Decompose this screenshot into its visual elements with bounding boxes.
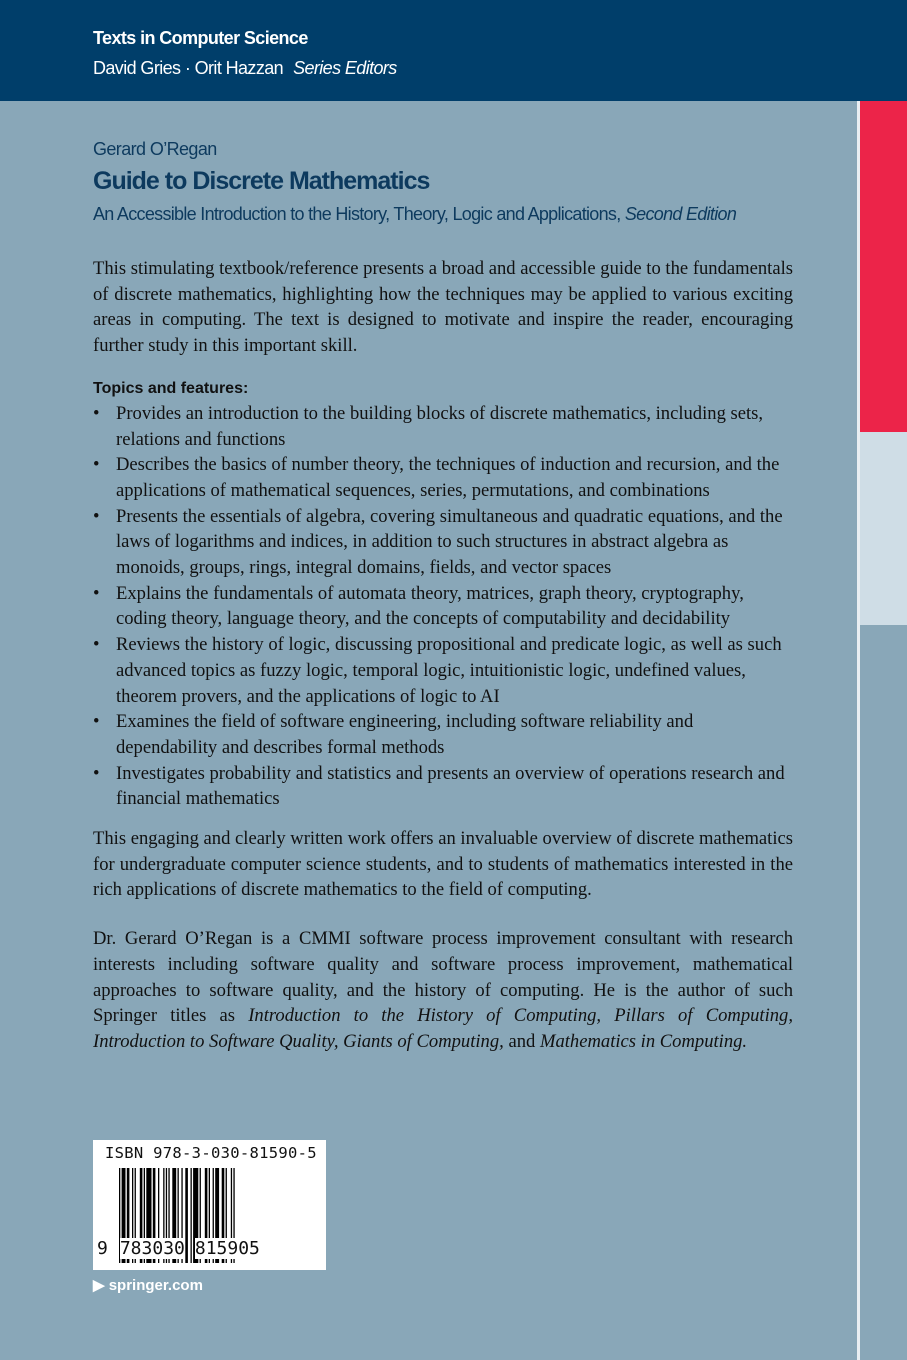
intro-paragraph: This stimulating textbook/reference presents a broad and accessible guide to the fundamentals of discrete mathematics, highlighting how the techniques may be applied to various exciting areas in computing. The text is designed to motivate and inspire the reader, encouraging further study in this important skill. <box>93 258 793 357</box>
barcode-first-digit: 9 <box>97 1238 108 1259</box>
springer-link[interactable] <box>93 1276 203 1294</box>
color-strip-red <box>860 101 907 432</box>
editor-names: David Gries · Orit Hazzan <box>93 58 284 78</box>
bio-text: Dr. Gerard O’Regan is a CMMI software process improvement consultant with research interests including software quality and software process improvement, mathematical approaches to software quality, and the history of computing. He is the author of such Springer titles as <box>93 928 793 1027</box>
bio-last-title: Mathematics in Computing. <box>539 1030 748 1052</box>
barcode-group-1: 783030 <box>119 1238 185 1259</box>
bio-and: and <box>508 1030 536 1052</box>
topics-heading: Topics and features: <box>93 379 249 397</box>
back-cover-text <box>93 256 793 1055</box>
color-strip-gray <box>860 625 907 1360</box>
series-editors <box>93 58 397 79</box>
barcode-group-2: 815905 <box>194 1238 260 1259</box>
edition: Second Edition <box>624 204 737 224</box>
topics-list <box>93 401 793 812</box>
list-item: • Examines the field of software engineering, including software reliability and dependability and describes formal methods <box>93 709 793 760</box>
book-subtitle <box>93 204 736 225</box>
list-item: • Explains the fundamentals of automata theory, matrices, graph theory, cryptography, coding theory, language theory, and the concepts of computability and decidability <box>93 581 793 632</box>
springer-link-text: springer.com <box>108 1277 203 1294</box>
book-title: Guide to Discrete Mathematics <box>93 167 430 195</box>
series-title: Texts in Computer Science <box>93 28 308 48</box>
list-item: • Presents the essentials of algebra, covering simultaneous and quadratic equations, and the laws of logarithms and indices, in addition to such structures in abstract algebra as monoids, groups, rings, integral domains, fields, and vector spaces <box>93 504 793 581</box>
isbn-barcode <box>93 1140 326 1270</box>
bio-paragraph <box>93 926 793 1055</box>
barcode-digits <box>97 1238 260 1259</box>
isbn-label: ISBN 978-3-030-81590-5 <box>105 1144 317 1162</box>
list-item: • Reviews the history of logic, discussing propositional and predicate logic, as well as such advanced topics as fuzzy logic, temporal logic, intuitionistic logic, undefined values, theorem provers, and the applications of logic to AI <box>93 632 793 709</box>
color-strip-light <box>860 432 907 625</box>
series-header <box>0 0 907 101</box>
summary-paragraph: This engaging and clearly written work offers an invaluable overview of discrete mathematics for undergraduate computer science students, and to students of mathematics interested in the rich applications of discrete mathematics to the field of computing. <box>93 828 793 901</box>
editors-role: Series Editors <box>293 58 397 78</box>
arrow-right-icon: ▶ <box>93 1277 105 1294</box>
subtitle-text: An Accessible Introduction to the History, Theory, Logic and Applications, <box>93 204 621 224</box>
list-item: • Describes the basics of number theory, the techniques of induction and recursion, and the applications of mathematical sequences, series, permutations, and combinations <box>93 452 793 503</box>
list-item: • Provides an introduction to the building blocks of discrete mathematics, including sets, relations and functions <box>93 401 793 452</box>
list-item: • Investigates probability and statistics and presents an overview of operations research and financial mathematics <box>93 761 793 812</box>
book-author: Gerard O’Regan <box>93 139 217 159</box>
bio-titles: Introduction to the History of Computing, Pillars of Computing, Introduction to Software Quality, Giants of Computing, <box>93 1005 793 1052</box>
